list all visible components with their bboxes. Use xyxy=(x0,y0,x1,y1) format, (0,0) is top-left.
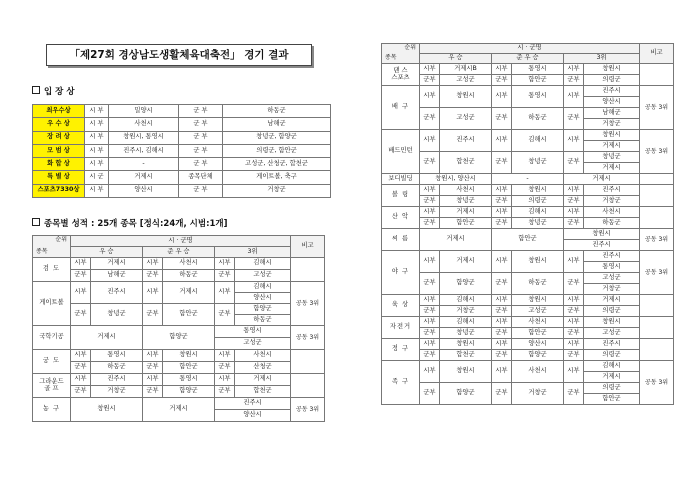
result-cell: 합천군 xyxy=(440,350,492,361)
result-cell: 공동 3위 xyxy=(291,282,325,326)
result-cell: 군부 xyxy=(143,270,163,282)
section-heading-results: 종목별 성적 : 25개 종목 [정식:24개, 시범:1개] xyxy=(32,217,227,229)
result-cell: 통영시 xyxy=(512,86,564,108)
award-division: 군 부 xyxy=(179,131,223,144)
result-cell: 군부 xyxy=(492,350,512,361)
award-division: 시 부 xyxy=(85,158,109,171)
result-cell: 군부 xyxy=(420,306,440,317)
result-cell: 군부 xyxy=(564,75,584,86)
award-division: 군 부 xyxy=(179,118,223,131)
award-row xyxy=(33,131,331,144)
award-winner: 진주시, 김해시 xyxy=(109,144,179,157)
result-cell: 거창군 xyxy=(584,196,640,207)
result-cell: 시부 xyxy=(215,258,235,270)
result-cell: 시부 xyxy=(420,185,440,196)
event-name: 배 구 xyxy=(382,86,420,130)
result-cell: 시부 xyxy=(564,317,584,328)
result-cell: 군부 xyxy=(420,152,440,174)
event-name: 궁 도 xyxy=(33,350,71,374)
result-cell: 창원시 xyxy=(512,185,564,196)
result-cell: 공동 3위 xyxy=(640,229,674,251)
result-cell: 시부 xyxy=(492,317,512,328)
result-cell: 군부 xyxy=(564,108,584,130)
result-cell: 시부 xyxy=(215,374,235,386)
award-row xyxy=(33,184,331,197)
result-cell: 통영시 xyxy=(584,262,640,273)
result-cell: 고성군 xyxy=(584,328,640,339)
result-cell: 거제시 xyxy=(440,251,492,273)
result-cell: 시부 xyxy=(492,339,512,350)
result-cell xyxy=(640,207,674,229)
result-cell: 고성군 xyxy=(584,273,640,284)
event-name: 그라운드 골 프 xyxy=(33,374,71,398)
result-cell: 진주시 xyxy=(564,240,640,251)
award-winner: 거제시 xyxy=(109,171,179,184)
result-cell: 고성군 xyxy=(215,338,291,350)
award-division: 종목단체 xyxy=(179,171,223,184)
results-table-left xyxy=(32,235,325,422)
result-cell: 거제시 xyxy=(235,374,291,386)
result-cell xyxy=(640,64,674,86)
note-header: 비고 xyxy=(291,236,325,258)
result-cell: 하동군 xyxy=(235,315,291,326)
award-division: 군 부 xyxy=(179,105,223,118)
result-cell: 시부 xyxy=(215,350,235,362)
result-cell: 거창군 xyxy=(512,383,564,405)
result-cell: 군부 xyxy=(71,270,91,282)
award-division: 군 부 xyxy=(179,144,223,157)
result-cell: 진주시 xyxy=(91,282,143,304)
result-cell: 군부 xyxy=(492,75,512,86)
award-name: 특 별 상 xyxy=(33,171,85,184)
result-cell: 고성군 xyxy=(440,108,492,130)
result-cell: 군부 xyxy=(564,383,584,405)
result-cell: 창원시 xyxy=(512,251,564,273)
result-cell: 사천시 xyxy=(512,317,564,328)
result-cell: 함안군 xyxy=(163,304,215,326)
result-cell: 진주시 xyxy=(584,251,640,262)
result-cell: 군부 xyxy=(71,362,91,374)
result-cell: 진주시 xyxy=(584,185,640,196)
award-winner: 양산시 xyxy=(109,184,179,197)
result-cell: 산청군 xyxy=(235,362,291,374)
result-cell: 진주시 xyxy=(584,339,640,350)
result-cell: 군부 xyxy=(492,273,512,295)
result-cell: 시부 xyxy=(71,282,91,304)
result-cell: 하동군 xyxy=(163,270,215,282)
result-cell: 사천시 xyxy=(440,185,492,196)
result-cell: 시부 xyxy=(420,130,440,152)
result-cell: 시부 xyxy=(564,185,584,196)
result-cell: - xyxy=(492,174,564,185)
result-cell: 군부 xyxy=(564,328,584,339)
result-cell: 군부 xyxy=(420,383,440,405)
result-cell: 거제시 xyxy=(163,282,215,304)
result-cell: 의령군 xyxy=(584,75,640,86)
result-cell: 군부 xyxy=(143,362,163,374)
result-cell: 군부 xyxy=(492,328,512,339)
result-cell xyxy=(640,174,674,185)
award-row xyxy=(33,171,331,184)
result-cell: 거창군 xyxy=(440,306,492,317)
page-title: 「제27회 경상남도생활체육대축전」 경기 결과 xyxy=(46,44,312,66)
result-cell xyxy=(291,350,325,374)
result-cell: 김해시 xyxy=(235,258,291,270)
result-cell: 창원시 xyxy=(584,64,640,75)
result-cell: 군부 xyxy=(215,362,235,374)
result-cell: 시부 xyxy=(420,64,440,75)
award-winner: 밀양시 xyxy=(109,105,179,118)
result-cell xyxy=(640,317,674,339)
result-cell: 거제시 xyxy=(143,398,215,422)
result-cell: 창녕군 xyxy=(584,152,640,163)
result-cell: 거제시 xyxy=(564,174,640,185)
result-cell: 시부 xyxy=(492,251,512,273)
result-cell: 시부 xyxy=(564,130,584,152)
result-cell: 시부 xyxy=(420,295,440,306)
second-header: 준 우 승 xyxy=(492,54,564,64)
result-cell: 하동군 xyxy=(91,362,143,374)
event-name: 씨 름 xyxy=(382,229,420,251)
result-cell: 양산시 xyxy=(584,97,640,108)
award-division: 시 부 xyxy=(85,184,109,197)
result-cell: 함양군 xyxy=(163,386,215,398)
result-cell: 창녕군 xyxy=(440,328,492,339)
result-cell: 창원시 xyxy=(564,229,640,240)
result-cell: 통영시 xyxy=(512,64,564,75)
result-cell: 거제시 xyxy=(584,295,640,306)
result-cell: 통영시 xyxy=(215,326,291,338)
result-cell: 김해시 xyxy=(440,295,492,306)
result-cell: 남해군 xyxy=(584,108,640,119)
award-row xyxy=(33,105,331,118)
result-cell: 함양군 xyxy=(440,383,492,405)
result-cell: 군부 xyxy=(564,196,584,207)
result-cell: 군부 xyxy=(492,108,512,130)
result-cell: 거제시 xyxy=(584,141,640,152)
result-cell: 시부 xyxy=(492,207,512,218)
result-cell: 군부 xyxy=(492,218,512,229)
result-cell: 군부 xyxy=(420,328,440,339)
award-division: 시 부 xyxy=(85,131,109,144)
result-cell: 창원시, 양산시 xyxy=(420,174,492,185)
event-name: 배드민턴 xyxy=(382,130,420,174)
result-cell: 군부 xyxy=(420,108,440,130)
result-cell: 창녕군 xyxy=(440,196,492,207)
result-cell: 군부 xyxy=(215,270,235,282)
award-winner: 남해군 xyxy=(223,118,331,131)
result-cell: 군부 xyxy=(564,350,584,361)
result-cell: 군부 xyxy=(564,306,584,317)
result-cell: 시부 xyxy=(564,339,584,350)
result-cell: 진주시 xyxy=(440,130,492,152)
result-cell: 공동 3위 xyxy=(291,326,325,350)
city-header: 시 · 군명 xyxy=(420,44,640,54)
award-winner: - xyxy=(109,158,179,171)
result-cell: 시부 xyxy=(143,350,163,362)
result-cell: 군부 xyxy=(420,196,440,207)
award-winner: 거창군 xyxy=(223,184,331,197)
result-cell: 시부 xyxy=(564,361,584,383)
award-winner: 창녕군, 함양군 xyxy=(223,131,331,144)
result-cell: 창녕군 xyxy=(512,152,564,174)
result-cell: 고성군 xyxy=(235,270,291,282)
award-name: 모 범 상 xyxy=(33,144,85,157)
result-cell: 시부 xyxy=(492,86,512,108)
result-cell: 시부 xyxy=(420,339,440,350)
result-cell: 시부 xyxy=(492,64,512,75)
event-name: 자전거 xyxy=(382,317,420,339)
result-cell: 공동 3위 xyxy=(640,86,674,130)
result-cell: 시부 xyxy=(143,282,163,304)
result-cell: 시부 xyxy=(71,258,91,270)
result-cell: 함안군 xyxy=(440,218,492,229)
award-division: 시 군 xyxy=(85,171,109,184)
result-cell: 사천시 xyxy=(163,258,215,270)
result-cell: 하동군 xyxy=(584,218,640,229)
result-cell: 공동 3위 xyxy=(640,361,674,405)
result-cell: 시부 xyxy=(564,86,584,108)
result-cell: 거제시 xyxy=(584,163,640,174)
result-cell: 의령군 xyxy=(584,383,640,394)
result-cell: 군부 xyxy=(492,306,512,317)
result-cell: 함안군 xyxy=(512,328,564,339)
result-cell: 군부 xyxy=(143,386,163,398)
result-cell xyxy=(291,374,325,398)
result-cell: 군부 xyxy=(564,218,584,229)
award-division: 시 부 xyxy=(85,144,109,157)
event-name: 농 구 xyxy=(33,398,71,422)
result-cell: 함안군 xyxy=(492,229,564,251)
result-cell: 거창군 xyxy=(584,119,640,130)
award-winner: 의령군, 함안군 xyxy=(223,144,331,157)
result-cell: 시부 xyxy=(492,130,512,152)
result-cell: 함양군 xyxy=(235,304,291,315)
result-cell: 고성군 xyxy=(512,306,564,317)
event-name: 검 도 xyxy=(33,258,71,282)
result-cell: 김해시 xyxy=(584,361,640,372)
section-heading-awards: 입 장 상 xyxy=(32,85,75,97)
award-winner: 고성군, 산청군, 합천군 xyxy=(223,158,331,171)
result-cell: 창원시 xyxy=(584,317,640,328)
result-cell: 사천시 xyxy=(584,207,640,218)
result-cell: 창녕군 xyxy=(91,304,143,326)
result-cell: 군부 xyxy=(71,386,91,398)
result-cell: 창원시 xyxy=(440,86,492,108)
result-cell: 시부 xyxy=(420,317,440,328)
award-rows xyxy=(33,105,331,198)
result-cell: 군부 xyxy=(492,383,512,405)
event-name: 야 구 xyxy=(382,251,420,295)
result-cell xyxy=(640,185,674,207)
result-cell: 진주시 xyxy=(584,86,640,97)
award-division: 군 부 xyxy=(179,158,223,171)
event-name: 볼 링 xyxy=(382,185,420,207)
result-cell: 창원시 xyxy=(163,350,215,362)
result-cell: 합천군 xyxy=(440,152,492,174)
result-cell: 사천시 xyxy=(512,361,564,383)
event-name: 육 상 xyxy=(382,295,420,317)
result-cell: 거제시B xyxy=(440,64,492,75)
result-cell: 시부 xyxy=(564,64,584,75)
result-cell xyxy=(640,339,674,361)
result-cell: 의령군 xyxy=(584,306,640,317)
award-row xyxy=(33,144,331,157)
first-header: 우 승 xyxy=(420,54,492,64)
result-cell: 시부 xyxy=(564,295,584,306)
square-bullet-icon xyxy=(32,218,40,226)
result-cell: 거창군 xyxy=(91,386,143,398)
award-division: 군 부 xyxy=(179,184,223,197)
award-winner: 하동군 xyxy=(223,105,331,118)
result-cell: 시부 xyxy=(420,361,440,383)
city-header: 시 · 군명 xyxy=(71,236,291,247)
award-table xyxy=(32,104,331,198)
result-cell: 시부 xyxy=(143,374,163,386)
result-cell: 함양군 xyxy=(440,273,492,295)
results-table-right xyxy=(381,43,674,405)
result-cell: 군부 xyxy=(420,75,440,86)
result-cell: 창원시 xyxy=(440,361,492,383)
result-cell: 통영시 xyxy=(163,374,215,386)
result-cell: 시부 xyxy=(420,251,440,273)
result-cell: 창원시 xyxy=(440,339,492,350)
award-name: 우 수 상 xyxy=(33,118,85,131)
result-cell: 시부 xyxy=(492,361,512,383)
result-cell: 시부 xyxy=(492,295,512,306)
result-cell: 김해시 xyxy=(440,317,492,328)
result-cell: 시부 xyxy=(564,207,584,218)
result-cell: 통영시 xyxy=(91,350,143,362)
rank-event-header: 순위 종목 xyxy=(382,44,420,64)
result-cell: 창원시 xyxy=(71,398,143,422)
result-cell: 함안군 xyxy=(584,394,640,405)
result-cell: 진주시 xyxy=(91,374,143,386)
result-cell: 시부 xyxy=(71,350,91,362)
result-cell: 남해군 xyxy=(91,270,143,282)
result-cell: 거창군 xyxy=(584,284,640,295)
award-name: 화 합 상 xyxy=(33,158,85,171)
result-cell: 김해시 xyxy=(235,282,291,293)
result-cell: 함양군 xyxy=(143,326,215,350)
result-cell: 창원시 xyxy=(512,295,564,306)
result-cell: 함양군 xyxy=(512,350,564,361)
result-cell: 군부 xyxy=(420,218,440,229)
award-division: 시 부 xyxy=(85,118,109,131)
award-name: 최우수상 xyxy=(33,105,85,118)
event-name: 국학기공 xyxy=(33,326,71,350)
result-cell: 의령군 xyxy=(512,196,564,207)
award-name: 스포츠7330상 xyxy=(33,184,85,197)
second-header: 준 우 승 xyxy=(143,247,215,258)
result-cell: 시부 xyxy=(492,185,512,196)
result-cell: 시부 xyxy=(143,258,163,270)
result-cell: 의령군 xyxy=(584,350,640,361)
result-cell: 군부 xyxy=(143,304,163,326)
result-cell: 창녕군 xyxy=(512,218,564,229)
result-cell: 양산시 xyxy=(512,339,564,350)
result-cell: 공동 3위 xyxy=(291,398,325,422)
result-cell: 시부 xyxy=(420,207,440,218)
result-cell: 함안군 xyxy=(512,75,564,86)
result-cell: 거제시 xyxy=(420,229,492,251)
event-name: 댄 스 스포츠 xyxy=(382,64,420,86)
event-name: 족 구 xyxy=(382,361,420,405)
result-cell: 공동 3위 xyxy=(640,251,674,295)
award-winner: 게이트볼, 축구 xyxy=(223,171,331,184)
result-cell: 김해시 xyxy=(512,130,564,152)
result-cell: 시부 xyxy=(420,86,440,108)
third-header: 3위 xyxy=(215,247,291,258)
result-cell: 양산시 xyxy=(235,293,291,304)
award-row xyxy=(33,118,331,131)
result-cell: 군부 xyxy=(215,386,235,398)
award-winner: 사천시 xyxy=(109,118,179,131)
result-cell xyxy=(291,258,325,282)
result-cell: 진주시 xyxy=(215,398,291,410)
result-cell: 시부 xyxy=(71,374,91,386)
result-cell: 하동군 xyxy=(512,273,564,295)
result-cell: 양산시 xyxy=(215,410,291,422)
result-cell: 시부 xyxy=(564,251,584,273)
result-cell: 군부 xyxy=(420,350,440,361)
event-name: 보디빌딩 xyxy=(382,174,420,185)
result-cell: 고성군 xyxy=(440,75,492,86)
result-cell: 함안군 xyxy=(163,362,215,374)
result-cell: 군부 xyxy=(71,304,91,326)
award-division: 시 부 xyxy=(85,105,109,118)
result-cell: 군부 xyxy=(215,304,235,326)
event-name: 산 악 xyxy=(382,207,420,229)
square-bullet-icon xyxy=(32,86,40,94)
result-cell: 거제시 xyxy=(440,207,492,218)
result-cell: 군부 xyxy=(564,273,584,295)
result-cell xyxy=(640,295,674,317)
result-cell: 거제시 xyxy=(91,258,143,270)
third-header: 3위 xyxy=(564,54,640,64)
result-cell: 군부 xyxy=(564,152,584,174)
result-cell: 공동 3위 xyxy=(640,130,674,174)
result-cell: 거제시 xyxy=(71,326,143,350)
result-cell: 군부 xyxy=(492,196,512,207)
award-name: 장 려 상 xyxy=(33,131,85,144)
event-name: 게이트볼 xyxy=(33,282,71,326)
result-cell: 시부 xyxy=(215,282,235,304)
result-cell: 합천군 xyxy=(235,386,291,398)
result-cell: 창원시 xyxy=(584,130,640,141)
result-cell: 거제시 xyxy=(584,372,640,383)
result-cell: 사천시 xyxy=(235,350,291,362)
award-winner: 창원시, 통영시 xyxy=(109,131,179,144)
result-cell: 군부 xyxy=(492,152,512,174)
rank-event-header: 순위 종목 xyxy=(33,236,71,258)
note-header: 비고 xyxy=(640,44,674,64)
event-name: 정 구 xyxy=(382,339,420,361)
award-row xyxy=(33,158,331,171)
result-cell: 하동군 xyxy=(512,108,564,130)
result-cell: 김해시 xyxy=(512,207,564,218)
first-header: 우 승 xyxy=(71,247,143,258)
result-cell: 군부 xyxy=(420,273,440,295)
